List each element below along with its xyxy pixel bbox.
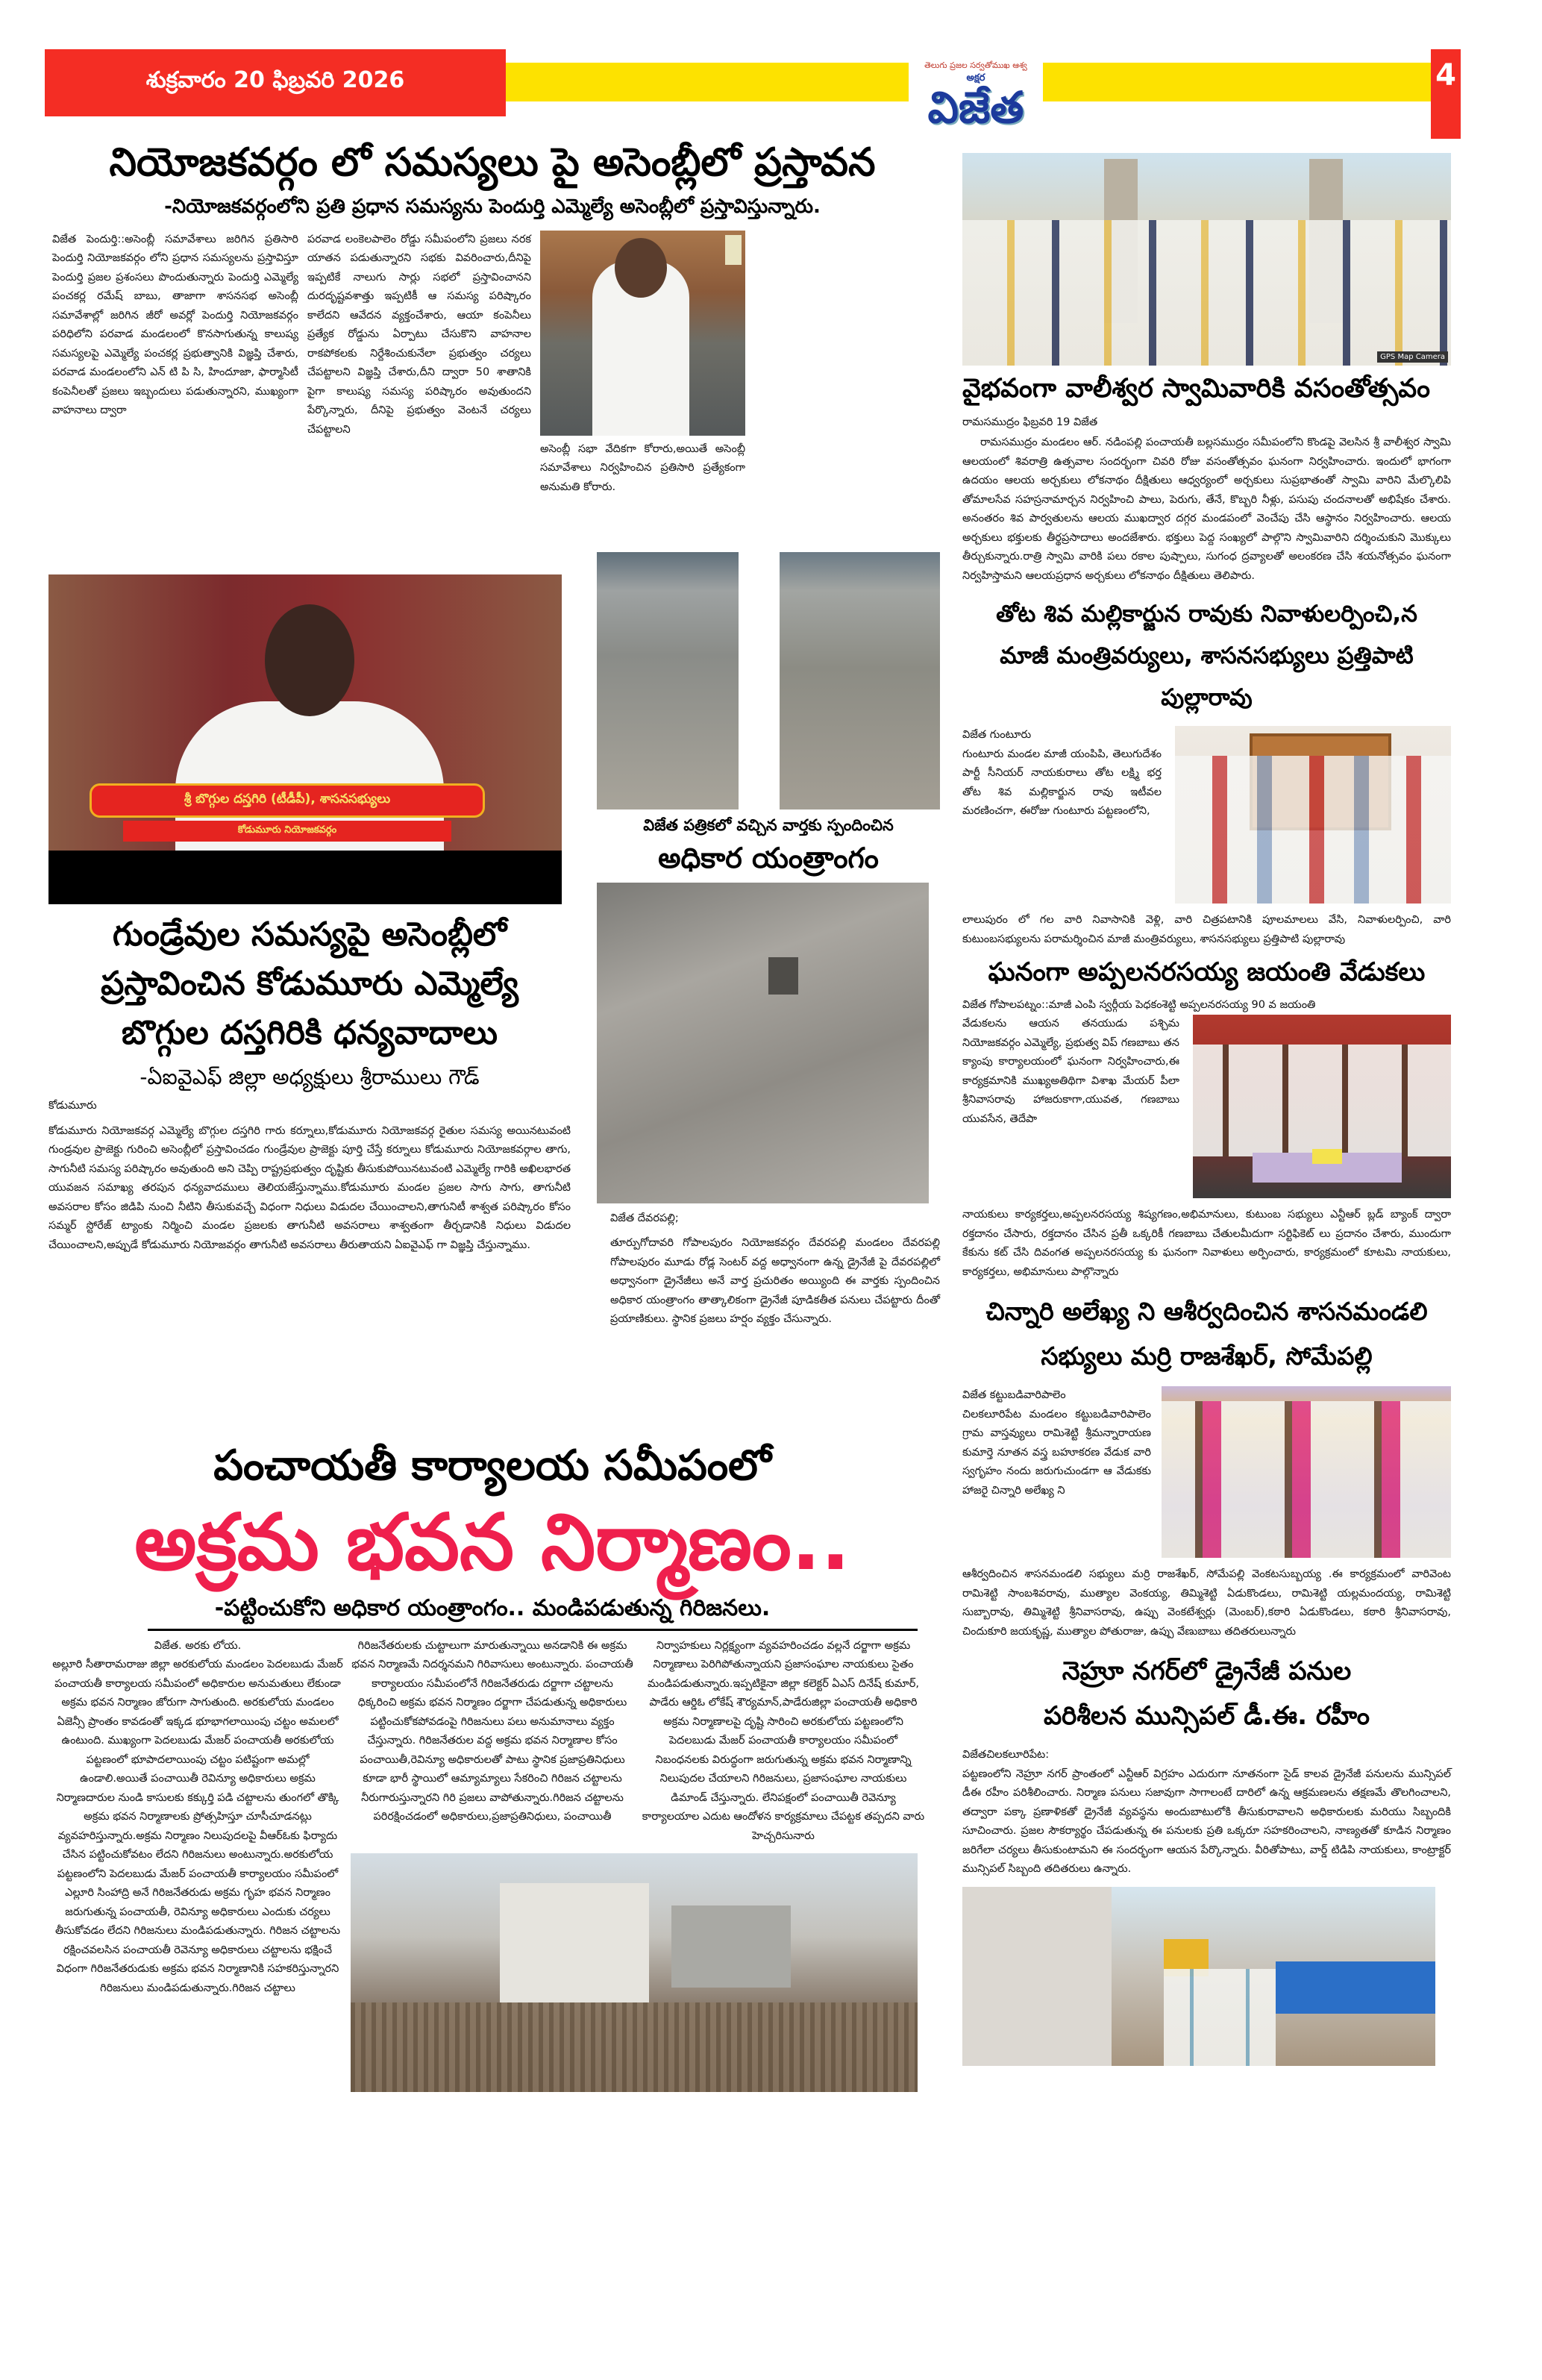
thota-headline-line3: పుల్లారావు	[1161, 684, 1253, 712]
tv-constituency-caption: కోడుమూరు నియోజకవర్గం	[123, 821, 451, 842]
valeeswara-dateline: రామసముద్రం ఫిబ్రవరి 19 విజేత	[962, 416, 1098, 428]
devotees-group	[962, 220, 1451, 366]
pendurthi-article	[52, 139, 933, 497]
nehru-nagar-body: పట్టణంలోని నెహ్రూ నగర్ ప్రాంతంలో ఎన్టీఆర్ విగ్రహం ఎదురుగా నూతనంగా సైడ్ కాలవ డ్రైనేజీ పనులను మున్సిపల్ డీఈ రహీం పరిశీలించారు. నిర్మాణ పనులు సజావుగా సాగాలంటే దారిలో ఉన్న ఆక్రమణలను తక్షణమే తొలగించాలని, తద్వారా పక్కా ప్రణాళికతో డ్రైనేజీ వ్యవస్థను అందుబాటులోకి తీసుకురావాలని అధికారులకు మరియు సిబ్బందికి సూచించారు. ప్రజల సౌకర్యార్థం చేపడుతున్న ఈ పనులకు ప్రతి ఒక్కరూ సహకరించాలని, నాణ్యతతో కూడిన నిర్మాణం జరిగేలా చర్యలు తీసుకుంటామని ఈ సందర్భంగా ఆయన పేర్కొన్నారు. వీరితోపాటు, వార్డ్ టిడిపి నాయకులు, కాంట్రాక్టర్ మున్సిపల్ సిబ్బంది తదితరులు ఉన్నారు.	[962, 1767, 1451, 1876]
drainage-inspection-photo	[962, 1887, 1435, 2066]
tv-name-caption: శ్రీ బొగ్గుల దస్తగిరి (టీడీపీ), శాసనసభ్యులు	[90, 783, 485, 818]
alekhya-body-side: చిలకలూరిపేట మండలం కట్టుబడివారిపాలెం గ్రామ వాస్తవ్యులు రామిశెట్టి శ్రీమన్నారాయణ కుమార్తె నూతన వస్త్ర బహూకరణ వేడుక వారి స్వగృహం నందు జరుగుచుండగా ఆ వేడుకకు హాజరై చిన్నారి అలేఖ్య ని	[962, 1408, 1151, 1497]
mourners-group	[1175, 756, 1451, 904]
thota-body-full: లాలుపురం లో గల వారి నివాసానికి వెళ్లి, వారి చిత్రపటానికి పూలమాలలు వేసి, నివాళులర్పించి, వారి కుటుంబసభ్యులను పరామర్శించిన మాజీ మంత్రివర్యులు, శాసనసభ్యులు ప్రత్తిపాటి పుల్లారావు	[962, 914, 1451, 945]
logo-name: విజేత	[927, 82, 1024, 133]
valeeswara-headline: వైభవంగా వాలీశ్వర స్వామివారికి వసంతోత్సవం	[962, 374, 1430, 404]
appalanarasayya-body-side: వేడుకలను ఆయన తనయుడు పశ్చిమ నియోజకవర్గం ఎమ్మెల్యే, ప్రభుత్వ విప్ గణబాబు తన క్యాంపు కార్యాలయంలో ఘనంగా నిర్వహించారు,ఈ కార్యక్రమానికి ముఖ్యఅతిథిగా విశాఖ మేయర్ పీలా శ్రీనివాసరావు హాజరుకాగా,యువత, గణబాబు యువసేన, తెదేపా	[962, 1018, 1179, 1125]
pendurthi-subhead: -నియోజకవర్గంలోని ప్రతి ప్రధాన సమస్యను పెందుర్తి ఎమ్మెల్యే అసెంబ్లీలో ప్రస్తావిస్తున్నారు.	[164, 195, 821, 218]
mla-head	[265, 604, 354, 716]
gundrevula-headline	[48, 910, 571, 1058]
araku-headline: అక్రమ భవన నిర్మాణం..	[134, 1497, 850, 1588]
araku-columns	[45, 1637, 940, 2093]
newspaper-logo	[909, 54, 1043, 136]
alekhya-dateline: విజేత కట్టుబడివారిపాలెం	[962, 1389, 1066, 1402]
gundrevula-article	[48, 574, 571, 1255]
araku-text-columns	[351, 1637, 925, 1847]
temple-group-photo	[962, 153, 1451, 366]
araku-divider	[148, 1629, 918, 1631]
araku-body-col2: గిరిజనేతరులకు చుట్టాలుగా మారుతున్నాయి అనడానికి ఈ అక్రమ భవన నిర్మాణమే నిదర్శనమని గిరివాసులు అంటున్నారు. పంచాయతీ కార్యాలయం సమీపంలోనే గిరిజనేతరుడు దర్జాగా చట్టాలను ధిక్కరించి అక్రమ భవన నిర్మాణం దర్జాగా చేపడుతున్న అధికారులు పట్టించుకోకపోవడంపై గిరిజనులు పలు అనుమానాలు వ్యక్తం చేస్తున్నారు. గిరిజనేతరుల వద్ద అక్రమ భవన నిర్మాణాల కోసం పంచాయితీ,రెవిన్యూ అధికారులతో పాటు స్థానిక ప్రజాప్రతినిధులు కూడా భారీ స్థాయిలో ఆమ్యామ్యాలు సేకరించి గిరిజన చట్టాలను నీరుగారుస్తున్నారని గిరి ప్రజలు వాపోతున్నారు.గిరిజన చట్టాలను పరిరక్షించడంలో అధికారులు,ప్రజాప్రతినిధులు, పంచాయితీ	[351, 1639, 633, 1823]
alekhya-ceremony-photo	[1162, 1386, 1451, 1558]
appalanarasayya-body-full: నాయకులు కార్యకర్తలు,అప్పలనరసయ్య శిష్యగణం,అభిమానులు, కుటుంబ సభ్యులు ఎన్టీఆర్ బ్లడ్ బ్యాంక్ ద్వారా రక్తదానం చేసారు, రక్తదానం చేసిన ప్రతీ ఒక్కరికీ గణబాబు చేతులమీదుగా సర్టిఫికెట్ లు ప్రదానం చేశారు, ముందుగా కేకును కట్ చేసి దివంగత అప్పలనరసయ్య కు ఘనంగా నివాళులు అర్పించారు, కార్యక్రమంలో కూటమి నాయకులు, కార్యకర్తలు, అభిమానులు పాల్గొన్నారు	[962, 1209, 1451, 1278]
araku-right-area	[351, 1637, 925, 2093]
attendees-group	[1193, 1045, 1451, 1156]
gundrevula-dateline: కోడుమూరు	[48, 1100, 97, 1112]
photo-watermark: GPS Map Camera	[1377, 351, 1448, 363]
alekhya-headline	[962, 1289, 1451, 1379]
road-drain-photo-left	[597, 552, 739, 809]
alekhya-headline-line2: సభ్యులు మర్రి రాజశేఖర్, సోమేపల్లి	[1041, 1341, 1373, 1371]
pendurthi-headline: నియోజకవర్గం లో సమస్యలు పై అసెంబ్లీలో ప్రస్తావన	[109, 140, 876, 185]
pendurthi-columns	[52, 231, 933, 498]
alekhya-side-text	[962, 1386, 1151, 1500]
neighbouring-house	[671, 1905, 791, 1988]
araku-subhead: -పట్టించుకోని అధికార యంత్రాంగం.. మండిపడుతున్న గిరిజనలు.	[214, 1594, 771, 1621]
house-wall	[962, 1887, 1112, 2066]
mla-assembly-photo	[540, 231, 745, 436]
nehru-nagar-headline	[962, 1649, 1451, 1738]
pendurthi-body-col3: అసెంబ్లీ సభా వేదికగా కోరారు,అయితే అసెంబ్లీ సమావేశాలు నిర్వహించిన ప్రతిసారి ప్రత్యేకంగా అనుమతి కోరారు.	[540, 442, 745, 493]
building-under-construction	[500, 1883, 649, 2002]
araku-kicker: పంచాయతీ కార్యాలయ సమీపంలో	[213, 1441, 771, 1490]
appalanarasayya-row	[962, 1015, 1451, 1198]
drain-opening	[768, 957, 798, 995]
family-group	[1162, 1401, 1451, 1558]
gundrevula-headline-line1: గుండ్రేవుల సమస్యపై అసెంబ్లీలో	[112, 915, 507, 953]
illegal-construction-photo	[351, 1853, 918, 2092]
alekhya-row	[962, 1386, 1451, 1558]
gundrevula-body: కోడుమూరు నియోజకవర్గ ఎమ్మెల్యే బొగ్గుల దస్తగిరి గారు కర్నూలు,కోడుమూరు నియోజకవర్గ రైతుల సమస్య అయినటువంటి గుండ్రవుల ప్రాజెక్టు గురించి అసెంబ్లీలో ప్రస్తావించడం గుండ్రేవుల ప్రాజెక్టు పూర్తి చేస్తే కర్నూలు కోడుమూరు నియోజకవర్గాల తాగు, సాగునీటి సమస్య పరిష్కారం అవుతుంది అని చెప్పి రాష్ట్రప్రభుత్వం దృష్టికు తీసుకుపోయినటువంటి ఎమ్మెల్యే గారికి అఖిలభారత యువజన సమాఖ్య తరపున ధన్యవాదములు తెలియజేస్తున్నాము.కోడుమూరు మండల ప్రజల సాగు సాగు, తాగునీటి అవసరాల కోసం జిడిపి నుంచి నీటిని తీసుకువచ్చే విధంగా నిధులు విడుదల చేయించాలని,తాగునిటీ శాశ్వత పరిష్కారం కోసం సమ్మర్ స్టోరేజ్ ట్యాంకు నిర్మించి మండల ప్రజలకు తాగునీటి అవసరాలు శాశ్వతంగా తీర్చడానికి నిధులు విడుదల చేయించాలని,అప్పుడే కోడుమూరు నియోజవర్గం తాగునీటి అవసరాలు తీరుతాయని ఏఐవైఎఫ్ గా విజ్ఞప్తి చేస్తున్నాము.	[48, 1124, 571, 1251]
nehru-nagar-headline-line1: నెహ్రూ నగర్‌లో డ్రైనేజీ పనుల	[1062, 1656, 1352, 1687]
thota-row	[962, 726, 1451, 904]
jayanthi-celebration-photo	[1193, 1015, 1451, 1198]
araku-body-col1: విజేత. అరకు లోయ. అల్లూరి సీతారామరాజు జిల్లా అరకులోయ మండలం పెదలబుడు మేజర్ పంచాయతీ కార్యాలయ సమీపంలో అధికారుల అనుమతులు లేకుండా అక్రమ భవన నిర్మాణం జోరుగా సాగుతుంది. అరకులోయ మండలం ఏజెన్సీ ప్రాంతం కావడంతో ఇక్కడ భూభాగలాయింపు చట్టం అమలలో ఉంటుంది. ముఖ్యంగా పెదలబుడు మేజర్ పంచాయతీ అరకులోయ పట్టణంలో భూపాదలాయింపు చట్టం పటిష్టంగా అమల్లో ఉండాలి.అయితే పంచాయితీ రెవిన్యూ అధికారులు అక్రమ నిర్మాణదారుల నుండి కాసులకు కక్కుర్తి పడి చట్టాలను తుంగలో తొక్కి అక్రమ భవన నిర్మాణాలకు ప్రోత్సహిస్తూ చూసీచూడనట్లు వ్యవహరిస్తున్నారు.అక్రమ నిర్మాణం నిలుపుదలపై వీఆర్‌ఓకు ఫిర్యాదు చేసిన పట్టించుకోవటం లేదని గిరిజనులు అంటున్నారు.అరకులోయ పట్టణంలోని పెదలబుడు మేజర్ పంచాయతీ కార్యాలయం సమీపంలో ఎల్లూరి సింహాద్రి అనే గిరిజనేతరుడు అక్రమ గృహ భవన నిర్మాణం జరుగుతున్న పంచాయతీ, రెవిన్యూ అధికారులు ఎందుకు చర్యలు తీసుకోవడం లేదని గిరిజనులు మండిపడుతున్నారు. గిరిజన చట్టాలను రక్షించవలసిన పంచాయతీ రెవెన్యూ అధికారులు చట్టాలను భక్షించే విధంగా గిరిజనేతరుడుకు అక్రమ భవన నిర్మాణానికి సహకరిస్తున్నారని గిరిజనులు మండిపడుతున్నారు.గిరిజన చట్టాలు	[52, 1639, 343, 1994]
road-drain-photos	[597, 552, 940, 809]
devarapalli-kicker: విజేత పత్రికలో వచ్చిన వార్తకు స్పందించిన	[643, 816, 894, 834]
thota-body-side: గుంటూరు మండల మాజీ యంపిపి, తెలుగుదేశం పార్టీ సీనియర్ నాయకురాలు తోట లక్ష్మి భర్త తోట శివ మల్లికార్జున రావు ఇటీవల మరణించగా, ఈరోజు గుంటూరు పట్టణంలోని,	[962, 748, 1162, 818]
page-number: 4	[1431, 49, 1461, 139]
logo-prefix: అక్షర	[966, 72, 985, 84]
thota-tribute-photo	[1175, 726, 1451, 904]
ap-emblem-icon	[725, 235, 742, 265]
issue-date: శుక్రవారం 20 ఫిబ్రవరి 2026	[145, 67, 405, 93]
cleaned-drain-photo	[597, 883, 929, 1203]
alekhya-headline-line1: చిన్నారి అలేఖ్య ని ఆశీర్వదించిన శాసనమండలి	[985, 1297, 1428, 1327]
thota-dateline: విజేత గుంటూరు	[962, 729, 1032, 742]
thota-headline	[962, 593, 1451, 718]
gundrevula-headline-line3: బొగ్గుల దస్తగిరికి ధన్యవాదాలు	[122, 1014, 498, 1052]
gundrevula-subhead: -ఏఐవైఎఫ్ జిల్లా అధ్యక్షులు శ్రీరాములు గౌడ్	[140, 1065, 480, 1089]
devarapalli-article	[597, 552, 940, 1330]
construction-rods	[351, 2002, 918, 2092]
appalanarasayya-lead: విజేత గోపాలపట్నం::మాజీ ఎంపి స్వర్గీయ పెధకంశెట్టి అప్పలనరసయ్య 90 వ జయంతి	[962, 998, 1316, 1011]
kodumur-mla-tv-photo	[48, 574, 562, 904]
right-column	[962, 153, 1451, 2066]
alekhya-body-full: ఆశీర్వదించిన శాసనమండలి సభ్యులు మర్రి రాజశేఖర్, సోమేపల్లి వెంకటసుబ్బయ్య .ఈ కార్యక్రమంలో వారివెంట రామిశెట్టి సాంబశివరావు, ముత్యాల వెంకయ్య, తిమ్మిశెట్టి ఏడుకొండలు, రామిశెట్టి యల్లమందయ్య, రామిశెట్టి సుబ్బారావు, తిమ్మిశెట్టి శ్రీనివాసరావు, ఉప్పు వెంకటేశ్వర్లు (మెంబర్),కఠారి ఏడుకొండలు, కఠారి శ్రీనివాసరావు, చిందుకూరి జయకృష్ణ, ముత్యాల పోతురాజు, ఉప్పు వేణుబాబు తదితరులున్నారు	[962, 1568, 1451, 1638]
araku-body-col3: నిర్వాహకులు నిర్లక్ష్యంగా వ్యవహరించడం వల్లనే దర్జాగా అక్రమ నిర్మాణాలు పెరిగిపోతున్నాయని ప్రజాసంఘాల నాయకులు సైతం మండిపడుతున్నారు.ఇప్పటికైనా జిల్లా కలెక్టర్ ఏఎస్ దినేష్ కుమార్, పాడేరు ఆర్డిఓ లోకేష్ శౌర్యమాన్,పాడేరుజిల్లా పంచాయతీ అధికారి అక్రమ నిర్మాణాలపై దృష్టి సారించి అరకులోయ పట్టణంలోని పెదలబుడు మేజర్ పంచాయతీ కార్యాలయం సమీపంలో నిబంధనలకు విరుద్ధంగా జరుగుతున్న అక్రమ భవన నిర్మాణాన్ని నిలుపుదల చేయాలని గిరిజనులు, ప్రజాసంఘాల నాయకులు డిమాండ్ చేస్తున్నారు. లేనిపక్షంలో పంచాయితీ రెవెన్యూ కార్యాలయాల ఎదుట ఆందోళన కార్యక్రమాలు చేపట్టక తప్పదని వారు హెచ్చరిసునారు	[642, 1639, 925, 1842]
nehru-nagar-dateline: విజేతచిలకలూరిపేట:	[962, 1749, 1050, 1761]
devarapalli-headline: అధికార యంత్రాంగం	[658, 842, 879, 875]
gundrevula-headline-line2: ప్రస్తావించిన కోడుమూరు ఎమ్మెల్యే	[101, 965, 518, 1003]
pendurthi-body-col1: విజేత పెందుర్తి::అసెంబ్లీ సమావేశాలు జరిగిన ప్రతిసారి పెందుర్తి నియోజకవర్గం లోని ప్రధాన సమస్యలను ప్రస్తావిస్తూ పెందుర్తి ప్రజల ప్రశంసలు పొందుతున్నారు పెందుర్తి ఎమ్మెల్యే పంచకర్ల రమేష్ బాబు, తాజాగా శాసనసభ అసెంబ్లీ సమావేశాల్లో జరిగిన జీరో అవర్లో పెందుర్తి నియోజకవర్గం పరిధిలోని పరవాడ మండలంలో కొనసాగుతున్న కాలుష్య సమస్యలపై ఎమ్మెల్యే పంచకర్ల ప్రభుత్వానికి విజ్ఞప్తి చేశారు, పరవాడ మండలంలోని ఎన్ టి పి సి, హిందూజా, ఫార్మాసిటీ కంపెనీలతో ప్రజలు ఇబ్బందులు పడుతున్నారని, ముఖ్యంగా వాహనాలు ద్వారా	[52, 233, 298, 417]
officials-group	[1164, 1969, 1276, 2066]
logo-tagline: తెలుగు ప్రజల సర్వతోముఖ ఆశ్వ	[924, 60, 1027, 70]
thota-headline-line1: తోట శివ మల్లికార్జున రావుకు నివాళులర్పించి,న	[996, 601, 1417, 628]
speaker-head	[615, 238, 667, 298]
cake-center	[1312, 1149, 1342, 1164]
thota-headline-line2: మాజీ మంత్రివర్యులు, శాసనసభ్యులు ప్రత్తిపాటి	[1000, 642, 1414, 670]
pendurthi-body-col2: పరవాడ లంకెలపాలెం రోడ్డు సమీపంలోని ప్రజలు నరక యాతన పడుతున్నారని సభకు వివరించారు,దీనిపై ఇప్పటికే నాలుగు సార్లు సభలో ప్రస్తావించానని దురదృష్టవశాత్తు ఇప్పటికీ ఆ సమస్య పరిష్కారం కాలేదని ఆవేదన వ్యక్తంచేశారు, ఆయా కంపెనీలు ప్రత్యేక రోడ్డును ఏర్పాటు చేసుకొని వాహనాల రాకపోకలకు నిర్దేశించుకునేలా ప్రభుత్వం చర్యలు చేపట్టాలని విజ్ఞప్తి చేశారు,దీని ద్వారా 50 శాతానికి పైగా కాలుష్య సమస్య పరిష్కారం అవుతుందని పేర్కొన్నారు, దీనిపై ప్రభుత్వం వెంటనే చర్యలు చేపట్టాలని	[307, 233, 531, 436]
valeeswara-body: రామసముద్రం మండలం ఆర్. నడింపల్లి పంచాయతీ బల్లసముద్రం సమీపంలోని కొండపై వెలసిన శ్రీ వాలీశ్వర స్వామి ఆలయంలో శివరాత్రి ఉత్సవాల సందర్భంగా చివరి రోజు వసంతోత్సవం ఘనంగా నిర్వహించారు. ఇందులో భాగంగా ఉదయం ఆలయ అర్చకులు లోకనాథం దీక్షితులు ఆధ్వర్యంలో అర్చకులు సుప్రభాతంతో స్వామి వారిని మేల్కొలిపి తోమాలసేవ సహస్రనామార్చన నిర్వహించి పాలు, పెరుగు, తేనే, కొబ్బరి నీళ్లు, పసుపు చందనాలతో అభిషేకం చేశారు. అనంతరం శివ పార్వతులను ఆలయ ముఖద్వార దగ్గర మండపంలో వెంచేపు చేసి ఆస్థానం నిర్వహించారు. ఆలయ అర్చకులు భక్తులకు తీర్థప్రసాదాలు అందజేశారు. భక్తులు పెద్ద సంఖ్యలో పాల్గొని స్వామివారిని దర్శించుకుని మొక్కులు తీర్చుకున్నారు.రాత్రి స్వామి వారికి పలు రకాల పుష్పాలు, సుగంధ ద్రవ్యాలతో అలంకరణ చేసి శయనోత్సవం ఘనంగా నిర్వహిస్తామని ఆలయప్రధాన అర్చకులు లోకనాథం దీక్షితులు తెలిపారు.	[962, 436, 1451, 582]
nehru-nagar-headline-line2: పరిశీలన మున్సిపల్ డీ.ఈ. రహీం	[1044, 1701, 1370, 1732]
pendurthi-photo-column	[540, 231, 745, 498]
araku-article	[45, 1440, 940, 2092]
road-drain-photo-right	[780, 552, 940, 809]
thota-side-text	[962, 726, 1162, 821]
devarapalli-body: తూర్పుగోదావరి గోపాలపురం నియోజకవర్గం దేవరపల్లి మండలం దేవరపల్లి గోపాలపురం మూడు రోడ్ల సెంటర్ వద్ద అధ్వానంగా ఉన్న డ్రైనేజీ పై దేవరపల్లిలో అధ్వానంగా డ్రైనేజీలు అనే వార్త ప్రచురితం అయ్యింది ఈ వార్తకు స్పందించిన అధికార యంత్రాంగం తాత్కాలికంగా డ్రైనేజీ పూడికతీత పనులు చేపట్టారు దీంతో ప్రయాణికులు. స్థానిక ప్రజలు హర్షం వ్యక్తం చేసున్నారు.	[610, 1237, 940, 1326]
appalanarasayya-headline: ఘనంగా అప్పలనరసయ్య జయంతి వేడుకలు	[988, 957, 1426, 988]
devarapalli-dateline: విజేత దేవరపల్లి;	[610, 1212, 679, 1224]
blue-tractor-trolley	[1276, 1961, 1435, 2014]
